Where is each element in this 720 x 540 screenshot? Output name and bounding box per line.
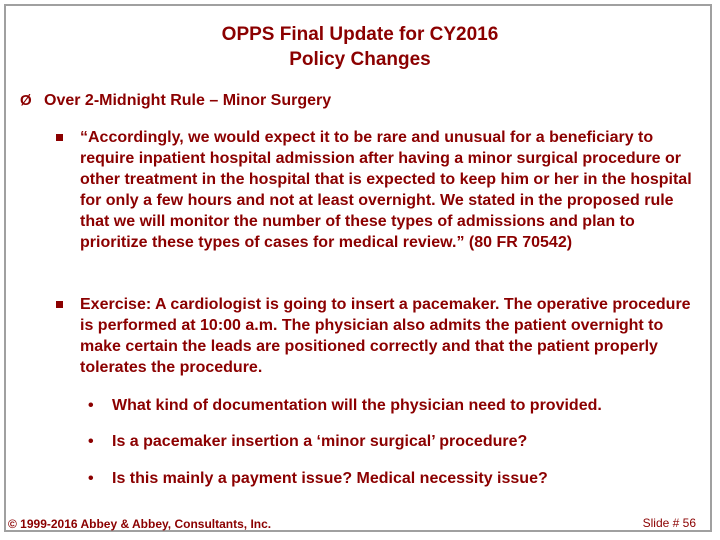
section-heading-text: Over 2-Midnight Rule – Minor Surgery [44,92,332,109]
slide-number: Slide # 56 [642,516,696,530]
slide-frame [4,4,712,532]
slide-title [0,22,720,72]
dot-bullet-icon: • [88,397,94,414]
question-text: What kind of documentation will the physician need to provided. [112,397,602,414]
footer-copyright: © 1999-2016 Abbey & Abbey, Consultants, Inc. [8,517,272,531]
title-line-2: Policy Changes [289,49,431,70]
question-item [88,470,548,488]
exercise-bullet [56,294,706,378]
exercise-text: Exercise: A cardiologist is going to insert a pacemaker. The operative procedure is performed at 10:00 a.m. The physician also admits the patient overnight to make certain the leads are positioned correctly and that the patient properly tolerates the procedure. [80,296,691,376]
square-bullet-icon [56,134,63,141]
quote-text: “Accordingly, we would expect it to be rare and unusual for a beneficiary to require inpatient hospital admission after having a minor surgical procedure or other treatment in the hospital that is expected to keep him or her in the hospital for only a few hours and not at least overnight. We stated in the proposed rule that we will monitor the number of these types of admissions and plan to prioritize these types of cases for medical review.” (80 FR 70542) [80,129,692,251]
question-item [88,397,602,415]
question-text: Is this mainly a payment issue? Medical necessity issue? [112,470,548,487]
section-heading [20,92,331,110]
question-item [88,433,527,451]
dot-bullet-icon: • [88,433,94,450]
question-text: Is a pacemaker insertion a ‘minor surgical’ procedure? [112,433,528,450]
quote-bullet [56,127,706,253]
square-bullet-icon [56,301,63,308]
arrow-bullet-icon: Ø [20,92,32,109]
title-line-1: OPPS Final Update for CY2016 [221,24,499,45]
dot-bullet-icon: • [88,470,94,487]
